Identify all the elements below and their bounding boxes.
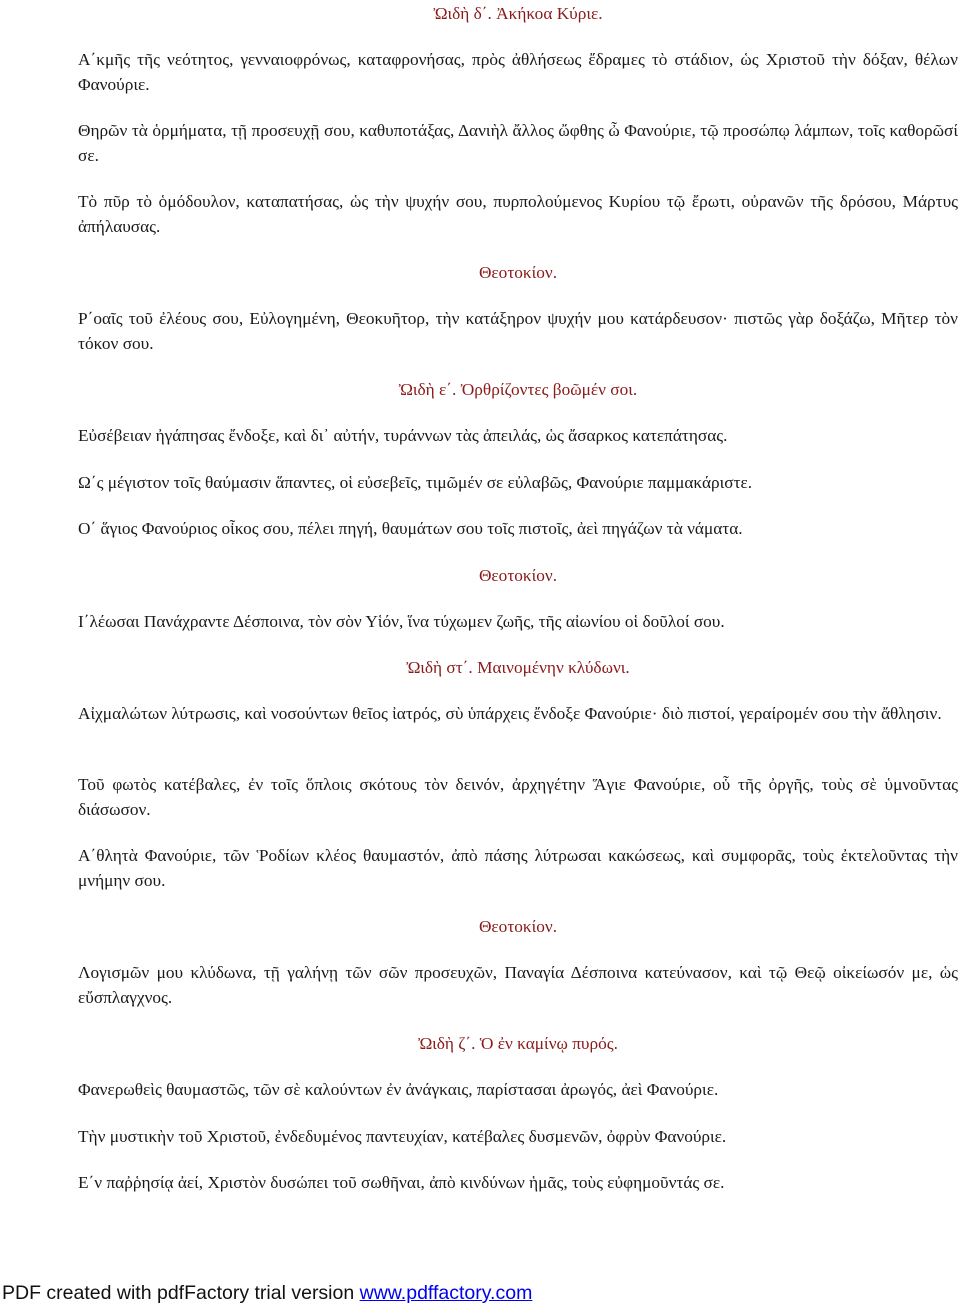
- ode-7-heading: Ὠιδὴ ζ΄. Ὁ ἐν καμίνῳ πυρός.: [418, 1034, 618, 1053]
- theotokion: Ι΄λέωσαι Πανάχραντε Δέσποινα, τὸν σὸν Υἱόν, ἵνα τύχωμεν ζωῆς, τῆς αἰωνίου οἱ δοῦλοί σου.: [78, 611, 725, 631]
- ode-5-heading: Ὠιδὴ ε΄. Ὀρθρίζοντες βοῶμέν σοι.: [398, 380, 638, 399]
- document-page: [78, 2, 958, 1218]
- ode-4-heading: Ὠιδὴ δ΄. Ἀκήκοα Κύριε.: [433, 4, 603, 23]
- troparion: Ε΄ν παῤῥησίᾳ ἀεί, Χριστὸν δυσώπει τοῦ σωθῆναι, ἀπὸ κινδύνων ἡμᾶς, τοὺς εὐφημοῦντάς σε.: [78, 1173, 725, 1192]
- troparion: Ω΄ς μέγιστον τοῖς θαύμασιν ἅπαντες, οἱ εὐσεβεῖς, τιμῶμέν σε εὐλαβῶς, Φανούριε παμμακάριστε.: [78, 472, 753, 492]
- theotokion-label: Θεοτοκίον.: [478, 917, 558, 936]
- troparion: Θηρῶν τὰ ὁρμήματα, τῇ προσευχῇ σου, καθυποτάξας, Δανιὴλ ἄλλος ὤφθης ὦ Φανούριε, τῷ προσώπῳ λάμπων, τοῖς καθορῶσί σε.: [78, 121, 958, 165]
- theotokion-label: Θεοτοκίον.: [478, 263, 558, 282]
- troparion: Α΄θλητὰ Φανούριε, τῶν Ῥοδίων κλέος θαυμαστόν, ἀπὸ πάσης λύτρωσαι κακώσεως, καὶ συμφορᾶς, τοὺς ἐκτελοῦντας τὴν μνήμην σου.: [78, 846, 958, 890]
- footer-text: PDF created with pdfFactory trial version: [2, 1282, 360, 1304]
- theotokion-label: Θεοτοκίον.: [478, 565, 558, 585]
- troparion: Τὸ πῦρ τὸ ὁμόδουλον, καταπατήσας, ὡς τὴν ψυχήν σου, πυρπολούμενος Κυρίου τῷ ἔρωτι, οὐρανῶν τῆς δρόσου, Μάρτυς ἀπήλαυσας.: [78, 192, 958, 236]
- troparion: Ο΄ ἅγιος Φανούριος οἶκος σου, πέλει πηγή, θαυμάτων σου τοῖς πιστοῖς, ἀεὶ πηγάζων τὰ νάματα.: [78, 519, 743, 538]
- theotokion: Ρ΄οαῖς τοῦ ἐλέους σου, Εὐλογημένη, Θεοκυῆτορ, τὴν κατάξηρον ψυχήν μου κατάρδευσον· πιστῶς γὰρ δοξάζω, Μῆτερ τὸν τόκον σου.: [78, 309, 958, 353]
- troparion: Τὴν μυστικὴν τοῦ Χριστοῦ, ἐνδεδυμένος παντευχίαν, κατέβαλες δυσμενῶν, ὀφρὺν Φανούριε.: [78, 1126, 727, 1146]
- troparion: Τοῦ φωτὸς κατέβαλες, ἐν τοῖς ὅπλοις σκότους τὸν δεινόν, ἀρχηγέτην Ἅγιε Φανούριε, οὗ τῆς ὀργῆς, τοὺς σὲ ὑμνοῦντας διάσωσον.: [78, 775, 958, 819]
- troparion: Φανερωθεὶς θαυμαστῶς, τῶν σὲ καλούντων ἐν ἀνάγκαις, παρίστασαι ἀρωγός, ἀεὶ Φανούριε.: [78, 1080, 719, 1099]
- pdf-watermark-footer: [2, 1282, 532, 1304]
- ode-6-heading: Ὠιδὴ στ΄. Μαινομένην κλύδωνι.: [406, 658, 630, 677]
- theotokion: Λογισμῶν μου κλύδωνα, τῇ γαλήνῃ τῶν σῶν προσευχῶν, Παναγία Δέσποινα κατεύνασον, καὶ τῷ Θεῷ οἰκείωσόν με, ὡς εὔσπλαγχνος.: [78, 963, 958, 1007]
- troparion: Αἰχμαλώτων λύτρωσις, καὶ νοσούντων θεῖος ἰατρός, σὺ ὑπάρχεις ἔνδοξε Φανούριε· διὸ πιστοί, γεραίρομέν σου τὴν ἄθλησιν.: [78, 704, 942, 723]
- troparion: Α΄κμῆς τῆς νεότητος, γενναιοφρόνως, καταφρονήσας, πρὸς ἀθλήσεως ἔδραμες τὸ στάδιον, ὡς Χριστοῦ τὴν δόξαν, θέλων Φανούριε.: [78, 50, 958, 94]
- troparion: Εὐσέβειαν ἠγάπησας ἔνδοξε, καὶ δι᾽ αὐτήν, τυράννων τὰς ἀπειλάς, ὡς ἄσαρκος κατεπάτησας.: [78, 426, 728, 445]
- footer-link[interactable]: www.pdffactory.com: [359, 1282, 533, 1304]
